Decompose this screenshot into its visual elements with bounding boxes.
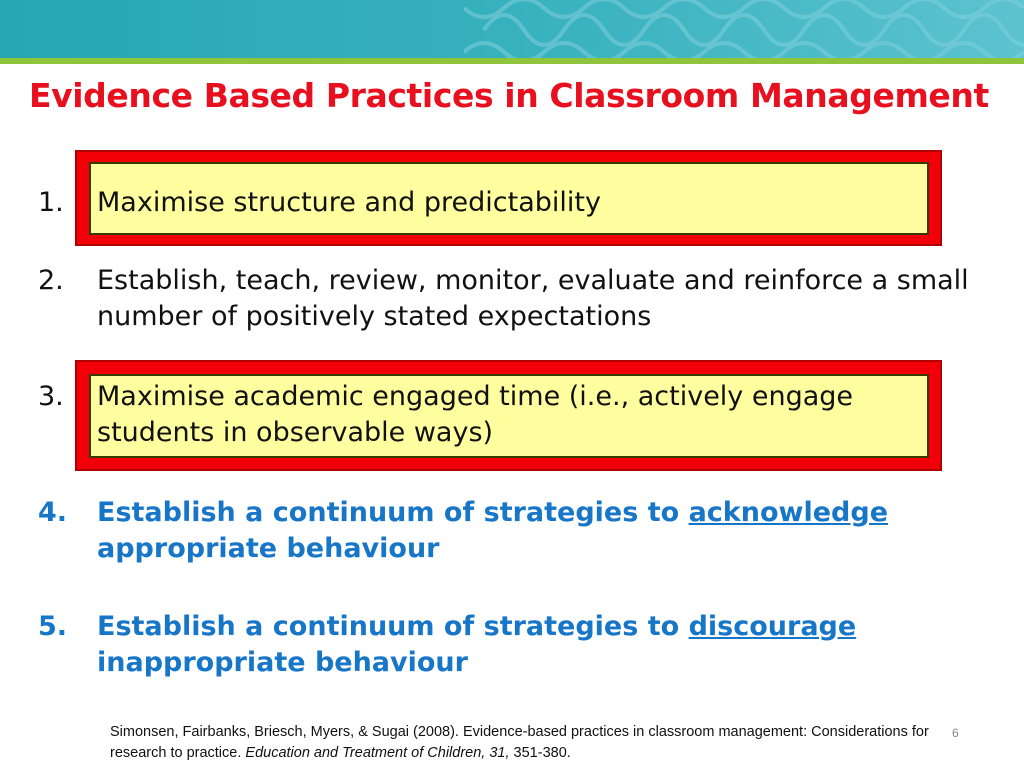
item-text-tail: appropriate behaviour — [97, 533, 440, 564]
item-number: 2. — [38, 265, 64, 296]
item-text-lead: Establish a continuum of strategies to — [97, 611, 689, 642]
item-text: Establish, teach, review, monitor, evaluate and reinforce a small number of positively stated expectations — [97, 265, 969, 332]
citation-pages: 351-380. — [509, 745, 571, 761]
item-text — [97, 609, 977, 681]
acknowledge-link[interactable]: acknowledge — [688, 497, 889, 528]
header-banner — [0, 0, 1024, 58]
page-number: 6 — [952, 726, 959, 740]
citation-text: Simonsen, Fairbanks, Briesch, Myers, & Sugai (2008). Evidence-based practices in classroom management: Considerations for research to practice. — [110, 724, 929, 761]
item-text-tail: inappropriate behaviour — [97, 647, 468, 678]
item-number: 5. — [38, 611, 68, 642]
item-text — [97, 495, 977, 567]
citation — [110, 722, 930, 764]
slide-title: Evidence Based Practices in Classroom Management — [29, 76, 989, 115]
item-number: 1. — [38, 187, 64, 218]
item-text: Maximise academic engaged time (i.e., actively engage students in observable ways) — [97, 381, 854, 448]
citation-journal: Education and Treatment of Children, 31, — [245, 745, 510, 761]
header-rule — [0, 58, 1024, 64]
item-number: 3. — [38, 381, 64, 412]
discourage-link[interactable]: discourage — [688, 611, 857, 642]
item-text-lead: Establish a continuum of strategies to — [97, 497, 689, 528]
item-text: Maximise structure and predictability — [97, 187, 601, 218]
item-number: 4. — [38, 497, 68, 528]
decorative-pattern-icon — [464, 0, 1024, 58]
